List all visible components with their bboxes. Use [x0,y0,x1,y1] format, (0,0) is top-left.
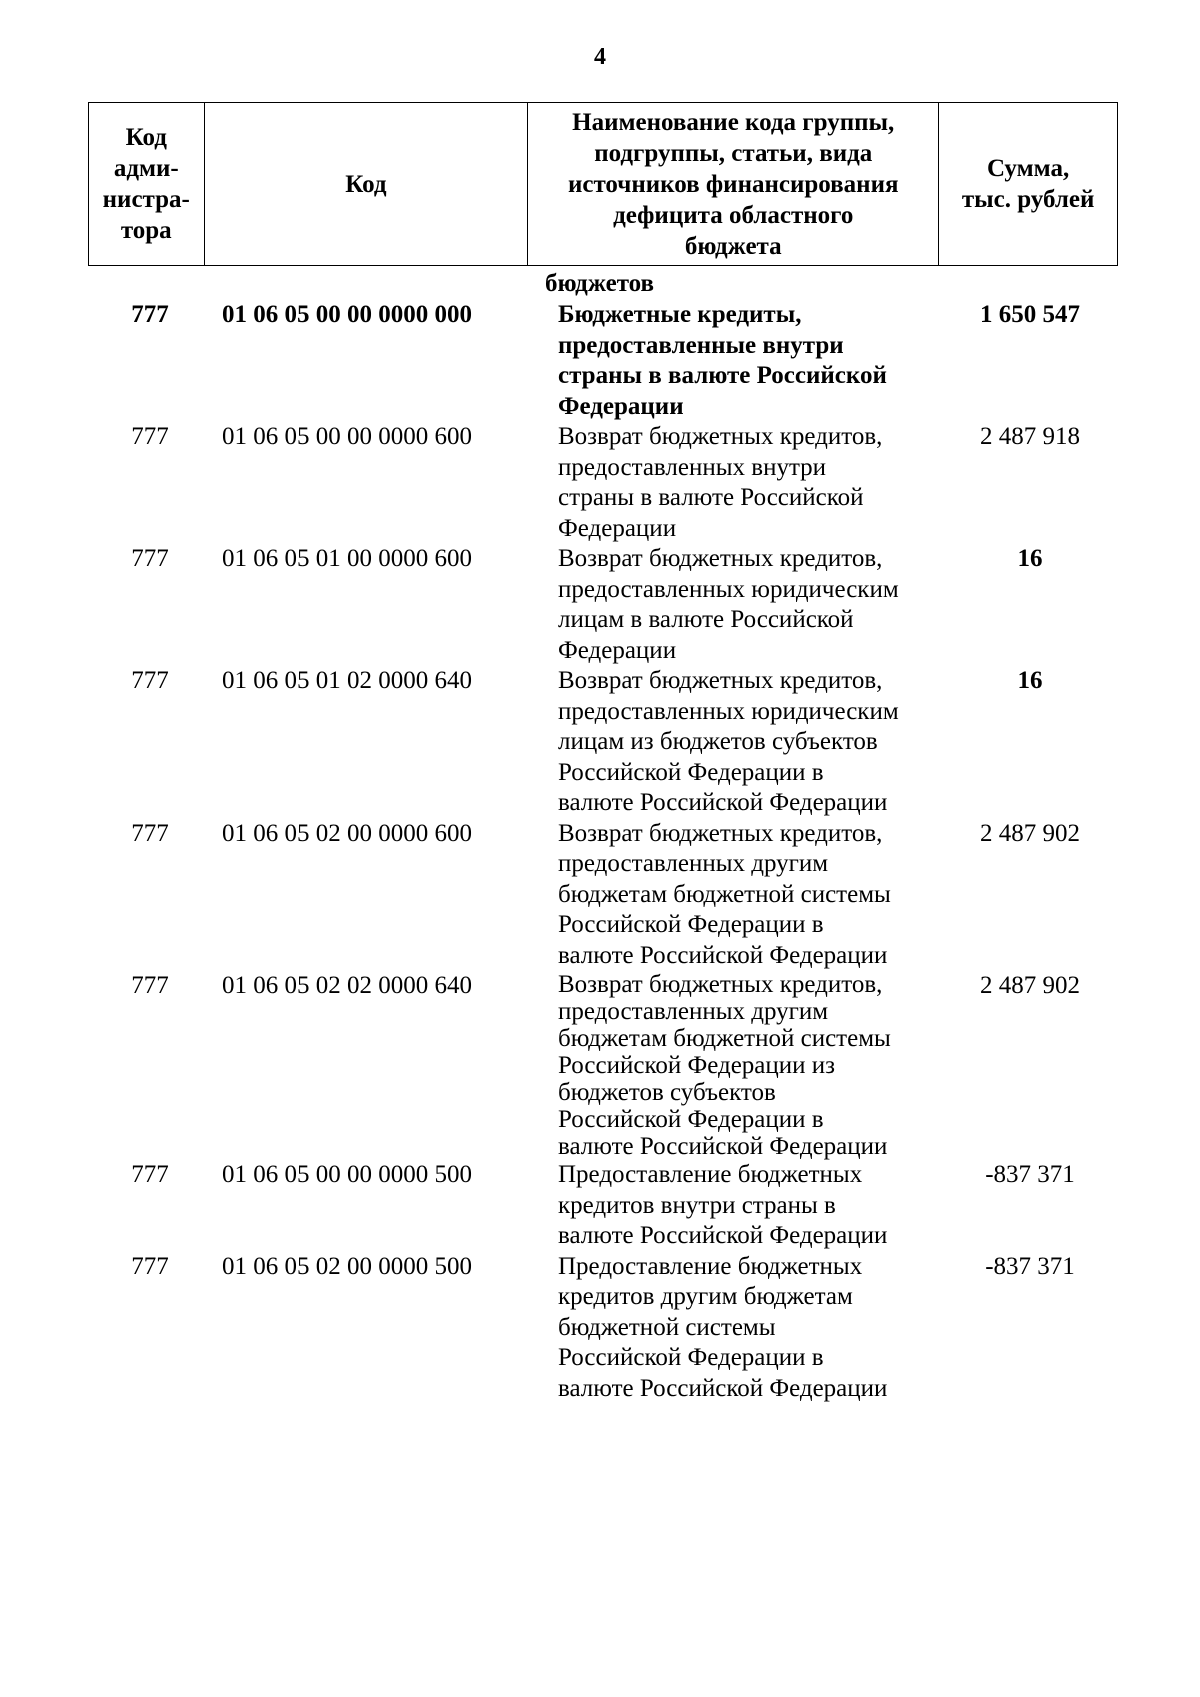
admin-code-cell: 777 [131,545,169,572]
name-line: предоставленных юридическим [558,575,899,603]
name-line: валюте Российской Федерации [558,789,888,816]
name-line: Возврат бюджетных кредитов, [558,545,883,572]
name-line: бюджетам бюджетной системы [558,880,891,908]
name-line: валюте Российской Федерации [558,1133,888,1160]
name-line: Российской Федерации в [558,911,824,938]
sum-cell: 1 650 547 [980,301,1080,328]
header-name-line: дефицита областного [613,201,854,229]
name-line: кредитов внутри страны в [558,1191,836,1219]
name-line: предоставленные внутри [558,331,844,359]
name-line: предоставленных внутри [558,453,827,481]
name-line: Возврат бюджетных кредитов, [558,819,883,847]
name-line: бюджетов субъектов [558,1079,776,1106]
name-line: валюте Российской Федерации [558,1222,888,1249]
name-line: Федерации [558,514,677,542]
continuation-text: бюджетов [545,270,655,297]
name-line: Предоставление бюджетных [558,1161,863,1188]
admin-code-cell: 777 [131,1161,169,1188]
name-line: предоставленных юридическим [558,697,899,725]
name-line: страны в валюте Российской [558,362,887,389]
table-body [88,300,1118,1404]
admin-code-cell: 777 [131,1252,169,1280]
name-line: валюте Российской Федерации [558,1374,888,1402]
table-row [88,300,1118,422]
table-row [88,1252,1118,1405]
name-line: страны в валюте Российской [558,484,864,511]
header-name-line: источников финансирования [567,170,899,198]
page-number: 4 [594,44,606,70]
name-line: Возврат бюджетных кредитов, [558,971,883,998]
name-line: Возврат бюджетных кредитов, [558,667,883,694]
name-line: Российской Федерации в [558,1106,824,1133]
header-admin-line: Код [125,124,167,151]
header-admin-code [89,103,205,266]
table-row [88,666,1118,819]
name-cell [542,1252,942,1405]
header-code: Код [204,103,528,266]
name-line: Федерации [558,636,677,664]
table-row [88,971,1118,1160]
name-cell [542,971,942,1160]
code-cell: 01 06 05 02 00 0000 500 [222,1252,472,1280]
sum-cell: -837 371 [985,1161,1075,1188]
admin-code-cell: 777 [131,301,169,328]
name-line: лицам в валюте Российской [558,606,854,633]
name-line: бюджетам бюджетной системы [558,1025,891,1052]
name-cell [542,666,942,819]
name-cell [542,544,942,666]
name-line: лицам из бюджетов субъектов [558,728,878,755]
sum-cell: -837 371 [985,1252,1075,1280]
header-sum-line: тыс. рублей [961,186,1095,213]
sum-cell: 16 [1017,667,1043,694]
name-line: предоставленных другим [558,850,829,877]
header-sum [939,103,1118,266]
name-line: бюджетной системы [558,1313,776,1341]
table-header [88,102,1118,266]
header-name-line: бюджета [684,232,782,260]
name-line: Российской Федерации из [558,1052,836,1079]
admin-code-cell: 777 [131,819,169,847]
name-line: кредитов другим бюджетам [558,1283,853,1310]
table-row [88,544,1118,666]
code-cell: 01 06 05 02 00 0000 600 [222,819,472,847]
header-name-line: подгруппы, статьи, вида [594,139,873,167]
header-admin-line: нистра- [102,186,190,213]
header-admin-line: тора [120,217,172,244]
name-line: валюте Российской Федерации [558,941,888,969]
name-cell [542,422,942,544]
admin-code-cell: 777 [131,972,169,999]
name-line: Федерации [558,392,684,420]
name-line: Возврат бюджетных кредитов, [558,423,883,450]
sum-cell: 2 487 902 [980,819,1080,847]
sum-cell: 2 487 902 [980,972,1080,999]
header-name-line: Наименование кода группы, [572,108,895,136]
name-line: Бюджетные кредиты, [558,301,802,328]
name-line: предоставленных другим [558,998,829,1025]
sum-cell: 2 487 918 [980,423,1080,450]
header-sum-line: Сумма, [986,155,1070,182]
name-cell [542,1160,942,1252]
sum-cell: 16 [1017,545,1043,572]
code-cell: 01 06 05 00 00 0000 600 [222,423,472,450]
admin-code-cell: 777 [131,423,169,450]
code-cell: 01 06 05 00 00 0000 500 [222,1161,472,1188]
code-cell: 01 06 05 00 00 0000 000 [222,301,472,328]
table-row [88,422,1118,544]
admin-code-cell: 777 [131,667,169,694]
table-row [88,1160,1118,1252]
code-cell: 01 06 05 02 02 0000 640 [222,972,472,999]
header-name [528,103,939,266]
name-line: Российской Федерации в [558,1344,824,1371]
name-cell [542,819,942,972]
name-line: Российской Федерации в [558,758,824,786]
code-cell: 01 06 05 01 02 0000 640 [222,667,472,694]
table-row [88,819,1118,972]
name-line: Предоставление бюджетных [558,1252,863,1280]
code-cell: 01 06 05 01 00 0000 600 [222,545,472,572]
name-cell [542,300,942,422]
header-admin-line: адми- [113,155,179,182]
